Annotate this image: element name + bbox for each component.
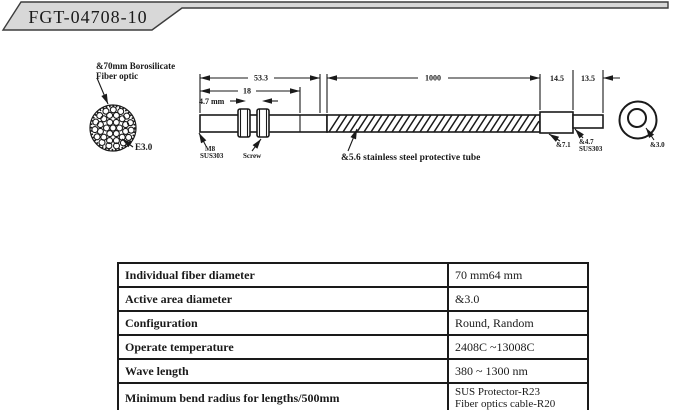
fiber-label-line1: &70mm Borosilicate — [96, 61, 176, 71]
dim-thread-length: 18 — [243, 86, 251, 96]
dim-arrow — [200, 75, 210, 81]
screw-label: Screw — [243, 152, 262, 160]
spec-label: Active area diameter — [118, 287, 448, 311]
hex-screw-2 — [257, 109, 269, 137]
spec-value: Round, Random — [448, 311, 588, 335]
screw-leader-arrow — [253, 137, 264, 149]
output-inner-circle — [628, 109, 646, 127]
spec-value: 380 ~ 1300 nm — [448, 359, 588, 383]
m8-leader-arrow — [196, 132, 206, 144]
dim-cable-length: 1000 — [425, 73, 441, 83]
spec-table — [117, 262, 589, 410]
dim-end-section-1: 14.5 — [550, 74, 564, 83]
spec-row — [118, 335, 588, 359]
dim-arrow — [530, 75, 540, 81]
spec-value-line2: Fiber optics cable-R20 — [455, 398, 556, 410]
spec-row — [118, 263, 588, 287]
dim-arrow — [327, 75, 337, 81]
spec-label: Minimum bend radius for lengths/500mm — [118, 383, 448, 410]
spec-label: Operate temperature — [118, 335, 448, 359]
dim-screw-spacing: 4.7 mm — [199, 97, 225, 106]
end-material-label: SUS303 — [579, 145, 603, 153]
dim-arrow — [200, 88, 210, 94]
dim-arrow — [262, 98, 272, 104]
dim-arrow — [290, 88, 300, 94]
spec-row — [118, 287, 588, 311]
hex-screw-1 — [238, 109, 250, 137]
dimensions — [199, 70, 620, 113]
spec-value: 70 mm64 mm — [448, 263, 588, 287]
spec-label: Wave length — [118, 359, 448, 383]
spec-label: Individual fiber diameter — [118, 263, 448, 287]
dim-arrow — [236, 98, 246, 104]
fiber-end-view — [90, 61, 175, 152]
dim-arrow — [310, 75, 320, 81]
dim-arrow — [603, 75, 613, 81]
fiber-label-line2: Fiber optic — [96, 71, 139, 81]
spec-label: Configuration — [118, 311, 448, 335]
thread-label: M8 — [205, 145, 216, 153]
output-end-view — [620, 102, 666, 150]
right-end-diameter-label: &3.0 — [650, 141, 665, 149]
assembly-side-view — [200, 109, 603, 137]
tube-label: &5.6 stainless steel protective tube — [341, 153, 481, 163]
spec-value: &3.0 — [448, 287, 588, 311]
title-banner — [3, 2, 668, 30]
dim-ferrule-total: 53.3 — [254, 73, 268, 83]
end-large-diameter-label: &7.1 — [556, 141, 571, 149]
spec-row — [118, 383, 588, 410]
thread-material-label: SUS303 — [200, 152, 224, 160]
spec-value: 2408C ~13008C — [448, 335, 588, 359]
left-end-diameter-label: E3.0 — [135, 142, 153, 152]
spec-value — [448, 383, 588, 410]
end-ferrule-large — [540, 112, 573, 133]
dim-end-section-2: 13.5 — [581, 74, 595, 83]
spec-row — [118, 359, 588, 383]
spec-value-line1: SUS Protector-R23 — [455, 386, 541, 398]
spec-row — [118, 311, 588, 335]
end-ferrule-small — [573, 115, 603, 128]
part-number: FGT-04708-10 — [28, 7, 148, 27]
end-small-diameter-label: &4.7 — [579, 138, 594, 146]
fiber-leader-arrow — [101, 94, 110, 106]
